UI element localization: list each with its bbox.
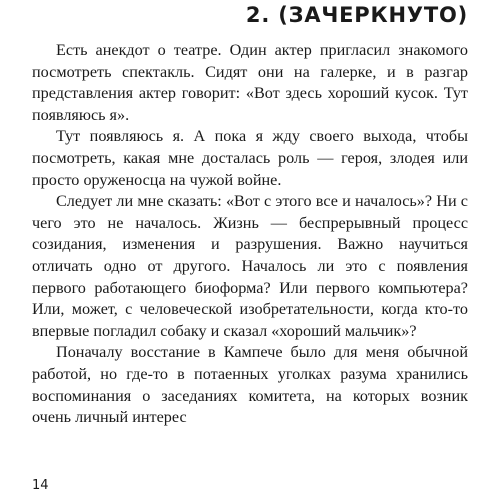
paragraph-2: Тут появляюсь я. А пока я жду своего выхода, чтобы посмотреть, какая мне досталась роль — героя, злодея или просто оруженосца на чужой войне. <box>32 127 468 189</box>
page-number: 14 <box>32 478 49 493</box>
paragraph-3: Следует ли мне сказать: «Вот с этого все и началось»? Ни с чего это не началось. Жизнь — беспрерывный процесс созидания, изменения и разрушения. Важно научиться отличать одно от другого. Началось ли это с появления первого работающего биоформа? Или первого компьютера? Или, может, с человеческой изобретательности, когда кто-то впервые погладил собаку и сказал «хороший мальчик»? <box>32 192 468 340</box>
chapter-title: 2. (ЗАЧЕРКНУТО) <box>245 3 468 27</box>
paragraph-1: Есть анекдот о театре. Один актер пригласил знакомого посмотреть спектакль. Сидят они на галерке, и в разгар представления актер говорит: «Вот здесь хороший кусок. Тут появляюсь я». <box>32 41 468 124</box>
body-text <box>32 40 468 429</box>
paragraph-4: Поначалу восстание в Кампече было для меня обычной работой, но где-то в потаенных уголках разума хранились воспоминания о заседаниях комитета, на которых возник очень личный интерес <box>32 343 468 427</box>
